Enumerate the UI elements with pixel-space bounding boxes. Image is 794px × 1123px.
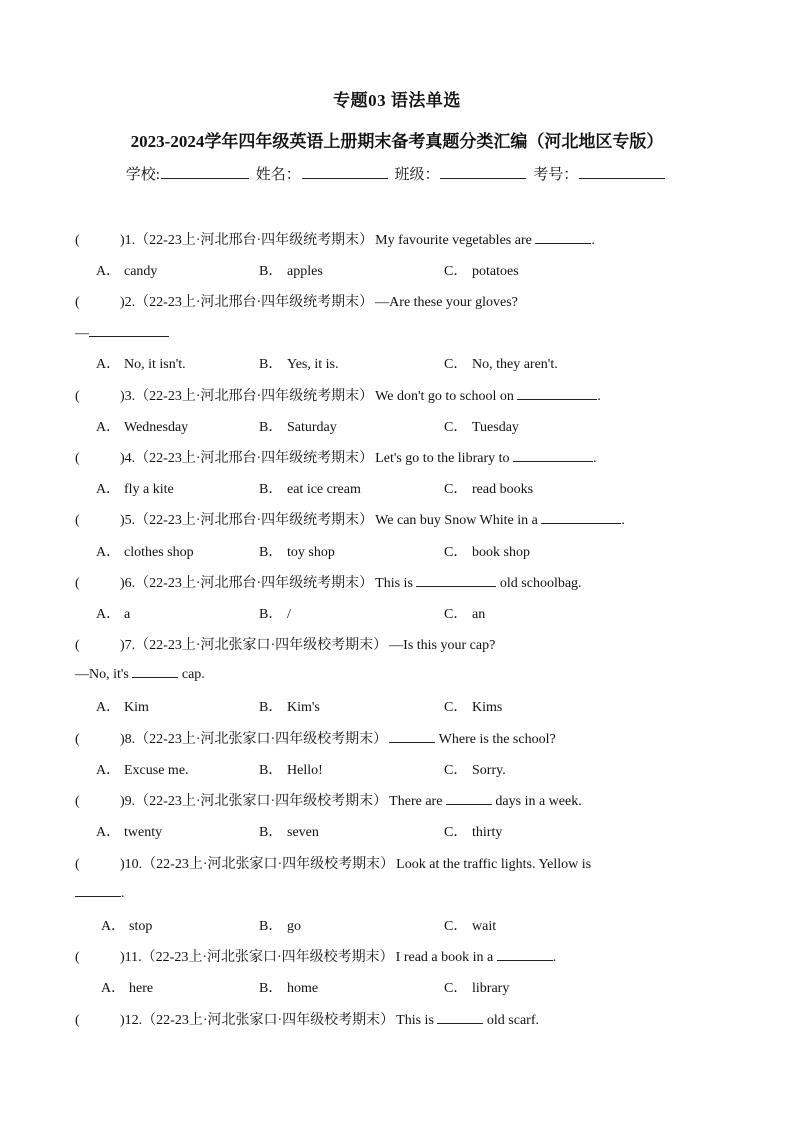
option-a[interactable]: A． clothes shop <box>96 545 194 560</box>
option-c[interactable]: C． Tuesday <box>444 420 519 435</box>
question-5: ( )5.（22-23上·河北邢台·四年级统考期末） We can buy Snow White in a . <box>75 513 625 528</box>
option-a[interactable]: A． stop <box>101 919 153 934</box>
answer-paren[interactable]: ( <box>75 389 80 404</box>
option-c[interactable]: C． Kims <box>444 700 503 715</box>
option-b[interactable]: B． toy shop <box>259 545 335 560</box>
option-c[interactable]: C． potatoes <box>444 264 519 279</box>
question-11: ( )11.（22-23上·河北张家口·四年级校考期末） I read a book in a . <box>75 950 557 965</box>
option-c[interactable]: C． an <box>444 607 486 622</box>
class-label: 班级： <box>394 167 440 183</box>
option-b[interactable]: B． seven <box>259 825 319 840</box>
option-a[interactable]: A． Wednesday <box>96 420 189 435</box>
answer-paren[interactable]: ( <box>75 950 80 965</box>
answer-blank[interactable] <box>541 511 621 524</box>
question-2-continuation: — <box>75 324 169 342</box>
option-a[interactable]: A． No, it isn't. <box>96 357 186 372</box>
option-c[interactable]: C． thirty <box>444 825 503 840</box>
answer-paren[interactable]: ( <box>75 295 80 310</box>
option-b[interactable]: B． Yes, it is. <box>259 357 339 372</box>
option-b[interactable]: B． home <box>259 981 319 996</box>
page-title: 专题03 语法单选 <box>333 91 461 110</box>
answer-paren[interactable]: ( <box>75 576 80 591</box>
option-a[interactable]: A． fly a kite <box>96 482 174 497</box>
school-field[interactable] <box>161 164 249 179</box>
question-9: ( )9.（22-23上·河北张家口·四年级校考期末） There are days in a week. <box>75 794 582 809</box>
question-7-continuation: —No, it's cap. <box>75 667 205 682</box>
student-info-line <box>0 163 794 184</box>
name-label: 姓名： <box>255 167 301 183</box>
answer-blank[interactable] <box>497 948 553 961</box>
option-b[interactable]: B． Hello! <box>259 763 323 778</box>
option-b[interactable]: B． / <box>259 607 291 622</box>
option-c[interactable]: C． library <box>444 981 510 996</box>
question-10: ( )10.（22-23上·河北张家口·四年级校考期末） Look at the traffic lights. Yellow is <box>75 857 592 872</box>
question-10-continuation: . <box>75 884 125 902</box>
exam-number-field[interactable] <box>579 164 665 179</box>
option-c[interactable]: C． read books <box>444 482 534 497</box>
option-a[interactable]: A． here <box>101 981 154 996</box>
question-4: ( )4.（22-23上·河北邢台·四年级统考期末） Let's go to the library to . <box>75 451 597 466</box>
option-b[interactable]: B． go <box>259 919 301 934</box>
question-2: ( )2.（22-23上·河北邢台·四年级统考期末） —Are these your gloves? <box>75 295 518 310</box>
answer-paren[interactable]: ( <box>75 233 80 248</box>
option-c[interactable]: C． book shop <box>444 545 530 560</box>
answer-blank[interactable] <box>517 387 597 400</box>
answer-paren[interactable]: ( <box>75 857 80 872</box>
answer-paren[interactable]: ( <box>75 451 80 466</box>
answer-paren[interactable]: ( <box>75 513 80 528</box>
option-a[interactable]: A． a <box>96 607 131 622</box>
answer-paren[interactable]: ( <box>75 794 80 809</box>
answer-blank[interactable] <box>132 665 178 678</box>
answer-blank[interactable] <box>389 730 435 743</box>
option-c[interactable]: C． Sorry. <box>444 763 506 778</box>
number-label: 考号： <box>533 167 579 183</box>
answer-blank[interactable] <box>416 574 496 587</box>
name-field[interactable] <box>302 164 388 179</box>
answer-blank[interactable] <box>75 884 121 897</box>
option-b[interactable]: B． Kim's <box>259 700 320 715</box>
question-8: ( )8.（22-23上·河北张家口·四年级校考期末） Where is the school? <box>75 732 556 747</box>
option-a[interactable]: A． Kim <box>96 700 149 715</box>
class-field[interactable] <box>440 164 526 179</box>
answer-paren[interactable]: ( <box>75 638 80 653</box>
option-a[interactable]: A． Excuse me. <box>96 763 189 778</box>
question-7: ( )7.（22-23上·河北张家口·四年级校考期末） —Is this your cap? <box>75 638 496 653</box>
option-b[interactable]: B． Saturday <box>259 420 337 435</box>
option-b[interactable]: B． apples <box>259 264 323 279</box>
answer-paren[interactable]: ( <box>75 1013 80 1028</box>
option-b[interactable]: B． eat ice cream <box>259 482 361 497</box>
question-6: ( )6.（22-23上·河北邢台·四年级统考期末） This is old schoolbag. <box>75 576 582 591</box>
question-1: ( )1.（22-23上·河北邢台·四年级统考期末） My favourite vegetables are . <box>75 233 595 248</box>
option-c[interactable]: C． No, they aren't. <box>444 357 558 372</box>
option-c[interactable]: C． wait <box>444 919 497 934</box>
question-12: ( )12.（22-23上·河北张家口·四年级校考期末） This is old scarf. <box>75 1013 539 1028</box>
question-3: ( )3.（22-23上·河北邢台·四年级统考期末） We don't go to school on . <box>75 389 601 404</box>
answer-blank[interactable] <box>446 792 492 805</box>
page-subtitle: 2023-2024学年四年级英语上册期末备考真题分类汇编（河北地区专版） <box>130 132 664 151</box>
school-label: 学校: <box>125 167 160 183</box>
option-a[interactable]: A． twenty <box>96 825 163 840</box>
answer-blank[interactable] <box>513 449 593 462</box>
answer-blank[interactable] <box>437 1011 483 1024</box>
option-a[interactable]: A． candy <box>96 264 158 279</box>
answer-blank[interactable] <box>535 231 591 244</box>
answer-blank[interactable] <box>89 324 169 337</box>
answer-paren[interactable]: ( <box>75 732 80 747</box>
